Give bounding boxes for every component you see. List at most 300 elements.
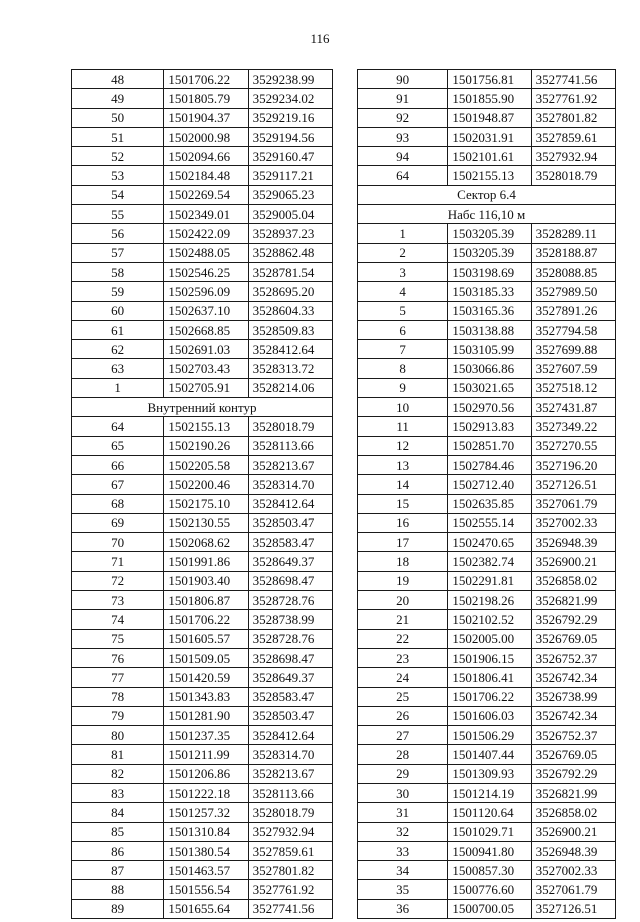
coord-y: 3527932.94 bbox=[248, 822, 332, 841]
coord-y: 3528018.79 bbox=[248, 803, 332, 822]
coord-y: 3526792.29 bbox=[531, 610, 615, 629]
coord-y: 3528583.47 bbox=[248, 533, 332, 552]
coord-y: 3527741.56 bbox=[248, 899, 332, 918]
table-row bbox=[358, 494, 616, 513]
coord-x: 1503021.65 bbox=[448, 378, 531, 397]
point-number: 59 bbox=[72, 282, 164, 301]
point-number: 73 bbox=[72, 591, 164, 610]
point-number: 82 bbox=[72, 764, 164, 783]
coord-x: 1501206.86 bbox=[164, 764, 248, 783]
coord-x: 1502101.61 bbox=[448, 147, 531, 166]
coord-x: 1501706.22 bbox=[448, 687, 531, 706]
table-row bbox=[72, 70, 333, 89]
point-number: 10 bbox=[358, 398, 448, 417]
coord-x: 1501706.22 bbox=[164, 610, 248, 629]
table-row bbox=[72, 610, 333, 629]
table-row bbox=[358, 378, 616, 397]
coord-x: 1500941.80 bbox=[448, 841, 531, 860]
coord-x: 1502851.70 bbox=[448, 436, 531, 455]
coord-x: 1501606.03 bbox=[448, 706, 531, 725]
coord-y: 3529194.56 bbox=[248, 127, 332, 146]
section-header-row bbox=[358, 205, 616, 224]
point-number: 79 bbox=[72, 706, 164, 725]
table-row bbox=[358, 552, 616, 571]
coord-y: 3528937.23 bbox=[248, 224, 332, 243]
coord-y: 3528314.70 bbox=[248, 745, 332, 764]
table-row bbox=[358, 436, 616, 455]
table-row bbox=[358, 108, 616, 127]
point-number: 7 bbox=[358, 340, 448, 359]
point-number: 17 bbox=[358, 533, 448, 552]
coord-x: 1501029.71 bbox=[448, 822, 531, 841]
coord-y: 3526821.99 bbox=[531, 783, 615, 802]
point-number: 57 bbox=[72, 243, 164, 262]
table-row bbox=[72, 166, 333, 185]
table-row bbox=[72, 455, 333, 474]
coord-x: 1501309.93 bbox=[448, 764, 531, 783]
coord-y: 3527932.94 bbox=[531, 147, 615, 166]
coord-x: 1501237.35 bbox=[164, 726, 248, 745]
point-number: 64 bbox=[72, 417, 164, 436]
point-number: 94 bbox=[358, 147, 448, 166]
point-number: 55 bbox=[72, 205, 164, 224]
table-row bbox=[358, 841, 616, 860]
table-row bbox=[72, 185, 333, 204]
table-row bbox=[358, 687, 616, 706]
table-row bbox=[358, 166, 616, 185]
coord-y: 3528213.67 bbox=[248, 764, 332, 783]
coord-y: 3528412.64 bbox=[248, 726, 332, 745]
coord-y: 3528214.06 bbox=[248, 378, 332, 397]
table-row bbox=[72, 127, 333, 146]
table-row bbox=[358, 340, 616, 359]
table-row bbox=[358, 398, 616, 417]
coord-x: 1502635.85 bbox=[448, 494, 531, 513]
table-row bbox=[358, 147, 616, 166]
table-row bbox=[358, 668, 616, 687]
coord-y: 3528088.85 bbox=[531, 262, 615, 281]
coord-x: 1502712.40 bbox=[448, 475, 531, 494]
point-number: 6 bbox=[358, 320, 448, 339]
coord-y: 3527061.79 bbox=[531, 880, 615, 899]
coord-x: 1503066.86 bbox=[448, 359, 531, 378]
point-number: 74 bbox=[72, 610, 164, 629]
coord-x: 1501257.32 bbox=[164, 803, 248, 822]
table-row bbox=[358, 783, 616, 802]
point-number: 32 bbox=[358, 822, 448, 841]
point-number: 8 bbox=[358, 359, 448, 378]
point-number: 69 bbox=[72, 513, 164, 532]
section-header: Внутренний контур bbox=[72, 398, 333, 417]
coord-y: 3526858.02 bbox=[531, 571, 615, 590]
table-row bbox=[72, 841, 333, 860]
coord-x: 1501906.15 bbox=[448, 648, 531, 667]
coord-x: 1502913.83 bbox=[448, 417, 531, 436]
coord-y: 3527126.51 bbox=[531, 475, 615, 494]
coord-y: 3528113.66 bbox=[248, 436, 332, 455]
coord-x: 1502668.85 bbox=[164, 320, 248, 339]
table-row bbox=[72, 591, 333, 610]
coord-x: 1500857.30 bbox=[448, 861, 531, 880]
table-row bbox=[358, 533, 616, 552]
coord-x: 1502784.46 bbox=[448, 455, 531, 474]
table-row bbox=[358, 359, 616, 378]
point-number: 77 bbox=[72, 668, 164, 687]
coord-y: 3527859.61 bbox=[248, 841, 332, 860]
coord-x: 1501281.90 bbox=[164, 706, 248, 725]
coord-x: 1503185.33 bbox=[448, 282, 531, 301]
point-number: 25 bbox=[358, 687, 448, 706]
point-number: 24 bbox=[358, 668, 448, 687]
coord-x: 1502555.14 bbox=[448, 513, 531, 532]
point-number: 85 bbox=[72, 822, 164, 841]
coord-y: 3528289.11 bbox=[531, 224, 615, 243]
coord-y: 3526742.34 bbox=[531, 706, 615, 725]
table-row bbox=[358, 262, 616, 281]
coord-x: 1501756.81 bbox=[448, 70, 531, 89]
point-number: 83 bbox=[72, 783, 164, 802]
coord-x: 1501211.99 bbox=[164, 745, 248, 764]
table-row bbox=[358, 610, 616, 629]
coord-y: 3528503.47 bbox=[248, 706, 332, 725]
coord-x: 1500776.60 bbox=[448, 880, 531, 899]
coord-x: 1502596.09 bbox=[164, 282, 248, 301]
coord-x: 1502269.54 bbox=[164, 185, 248, 204]
table-row bbox=[358, 320, 616, 339]
coord-x: 1501991.86 bbox=[164, 552, 248, 571]
coord-x: 1501420.59 bbox=[164, 668, 248, 687]
point-number: 71 bbox=[72, 552, 164, 571]
coord-y: 3529234.02 bbox=[248, 89, 332, 108]
point-number: 64 bbox=[358, 166, 448, 185]
table-row bbox=[358, 591, 616, 610]
point-number: 80 bbox=[72, 726, 164, 745]
table-row bbox=[358, 899, 616, 918]
coord-x: 1501903.40 bbox=[164, 571, 248, 590]
coord-x: 1503198.69 bbox=[448, 262, 531, 281]
coord-x: 1502005.00 bbox=[448, 629, 531, 648]
table-row bbox=[72, 282, 333, 301]
coord-x: 1501805.79 bbox=[164, 89, 248, 108]
coord-y: 3528698.47 bbox=[248, 571, 332, 590]
coord-x: 1502470.65 bbox=[448, 533, 531, 552]
point-number: 36 bbox=[358, 899, 448, 918]
point-number: 52 bbox=[72, 147, 164, 166]
coord-y: 3528503.47 bbox=[248, 513, 332, 532]
table-row bbox=[72, 629, 333, 648]
table-row bbox=[72, 475, 333, 494]
coord-x: 1502205.58 bbox=[164, 455, 248, 474]
point-number: 33 bbox=[358, 841, 448, 860]
coord-x: 1502184.48 bbox=[164, 166, 248, 185]
coord-x: 1502691.03 bbox=[164, 340, 248, 359]
table-row bbox=[358, 417, 616, 436]
table-row bbox=[72, 668, 333, 687]
point-number: 53 bbox=[72, 166, 164, 185]
coord-y: 3527002.33 bbox=[531, 861, 615, 880]
coord-y: 3526948.39 bbox=[531, 841, 615, 860]
coord-y: 3528018.79 bbox=[531, 166, 615, 185]
coord-y: 3528695.20 bbox=[248, 282, 332, 301]
table-row bbox=[72, 108, 333, 127]
coord-y: 3528728.76 bbox=[248, 591, 332, 610]
table-row bbox=[72, 243, 333, 262]
table-row bbox=[72, 494, 333, 513]
table-row bbox=[72, 378, 333, 397]
coord-y: 3526900.21 bbox=[531, 552, 615, 571]
coord-y: 3527270.55 bbox=[531, 436, 615, 455]
coord-y: 3528313.72 bbox=[248, 359, 332, 378]
point-number: 18 bbox=[358, 552, 448, 571]
table-row bbox=[72, 417, 333, 436]
table-row bbox=[72, 436, 333, 455]
table-row bbox=[72, 803, 333, 822]
coord-y: 3526752.37 bbox=[531, 648, 615, 667]
coord-y: 3528649.37 bbox=[248, 552, 332, 571]
coord-y: 3527801.82 bbox=[531, 108, 615, 127]
coord-x: 1502031.91 bbox=[448, 127, 531, 146]
point-number: 78 bbox=[72, 687, 164, 706]
table-row bbox=[358, 648, 616, 667]
coord-x: 1502546.25 bbox=[164, 262, 248, 281]
point-number: 2 bbox=[358, 243, 448, 262]
coordinates-table-right bbox=[357, 69, 616, 919]
section-header-row bbox=[358, 185, 616, 204]
table-row bbox=[358, 706, 616, 725]
coord-x: 1501855.90 bbox=[448, 89, 531, 108]
table-row bbox=[72, 301, 333, 320]
coord-y: 3526769.05 bbox=[531, 745, 615, 764]
point-number: 12 bbox=[358, 436, 448, 455]
point-number: 1 bbox=[72, 378, 164, 397]
table-row bbox=[72, 147, 333, 166]
coord-y: 3528018.79 bbox=[248, 417, 332, 436]
coord-x: 1502102.52 bbox=[448, 610, 531, 629]
coord-x: 1501706.22 bbox=[164, 70, 248, 89]
coord-y: 3527607.59 bbox=[531, 359, 615, 378]
coord-y: 3527761.92 bbox=[248, 880, 332, 899]
coord-x: 1502488.05 bbox=[164, 243, 248, 262]
coord-y: 3526742.34 bbox=[531, 668, 615, 687]
point-number: 88 bbox=[72, 880, 164, 899]
coord-x: 1502155.13 bbox=[448, 166, 531, 185]
coord-x: 1501380.54 bbox=[164, 841, 248, 860]
coord-y: 3527794.58 bbox=[531, 320, 615, 339]
coord-y: 3529065.23 bbox=[248, 185, 332, 204]
coord-x: 1501806.87 bbox=[164, 591, 248, 610]
coord-x: 1502000.98 bbox=[164, 127, 248, 146]
coord-y: 3527989.50 bbox=[531, 282, 615, 301]
coord-x: 1501556.54 bbox=[164, 880, 248, 899]
point-number: 29 bbox=[358, 764, 448, 783]
point-number: 14 bbox=[358, 475, 448, 494]
table-row bbox=[72, 880, 333, 899]
coord-y: 3527196.20 bbox=[531, 455, 615, 474]
table-row bbox=[72, 571, 333, 590]
point-number: 30 bbox=[358, 783, 448, 802]
coord-x: 1502094.66 bbox=[164, 147, 248, 166]
point-number: 19 bbox=[358, 571, 448, 590]
coord-x: 1501222.18 bbox=[164, 783, 248, 802]
coord-x: 1502291.81 bbox=[448, 571, 531, 590]
table-row bbox=[358, 89, 616, 108]
table-row bbox=[72, 783, 333, 802]
coord-y: 3528728.76 bbox=[248, 629, 332, 648]
point-number: 68 bbox=[72, 494, 164, 513]
table-row bbox=[358, 513, 616, 532]
coord-y: 3528412.64 bbox=[248, 340, 332, 359]
table-row bbox=[72, 340, 333, 359]
coord-x: 1500700.05 bbox=[448, 899, 531, 918]
coord-y: 3529160.47 bbox=[248, 147, 332, 166]
table-row bbox=[72, 224, 333, 243]
coord-x: 1503105.99 bbox=[448, 340, 531, 359]
section-header-row bbox=[72, 398, 333, 417]
coord-x: 1501343.83 bbox=[164, 687, 248, 706]
point-number: 87 bbox=[72, 861, 164, 880]
coord-x: 1501506.29 bbox=[448, 726, 531, 745]
table-row bbox=[358, 282, 616, 301]
point-number: 61 bbox=[72, 320, 164, 339]
table-row bbox=[358, 301, 616, 320]
coord-x: 1501509.05 bbox=[164, 648, 248, 667]
table-row bbox=[358, 571, 616, 590]
coord-y: 3528698.47 bbox=[248, 648, 332, 667]
table-row bbox=[358, 629, 616, 648]
table-row bbox=[358, 822, 616, 841]
table-row bbox=[72, 648, 333, 667]
point-number: 84 bbox=[72, 803, 164, 822]
table-row bbox=[358, 70, 616, 89]
coord-y: 3527002.33 bbox=[531, 513, 615, 532]
point-number: 11 bbox=[358, 417, 448, 436]
coord-y: 3529117.21 bbox=[248, 166, 332, 185]
coord-x: 1501407.44 bbox=[448, 745, 531, 764]
point-number: 60 bbox=[72, 301, 164, 320]
coord-y: 3528412.64 bbox=[248, 494, 332, 513]
point-number: 28 bbox=[358, 745, 448, 764]
point-number: 93 bbox=[358, 127, 448, 146]
coord-x: 1502200.46 bbox=[164, 475, 248, 494]
table-row bbox=[72, 861, 333, 880]
point-number: 72 bbox=[72, 571, 164, 590]
coord-x: 1502382.74 bbox=[448, 552, 531, 571]
point-number: 89 bbox=[72, 899, 164, 918]
table-row bbox=[72, 822, 333, 841]
point-number: 90 bbox=[358, 70, 448, 89]
coord-x: 1502190.26 bbox=[164, 436, 248, 455]
table-row bbox=[358, 745, 616, 764]
point-number: 51 bbox=[72, 127, 164, 146]
point-number: 16 bbox=[358, 513, 448, 532]
coord-y: 3526769.05 bbox=[531, 629, 615, 648]
table-row bbox=[358, 861, 616, 880]
point-number: 86 bbox=[72, 841, 164, 860]
point-number: 67 bbox=[72, 475, 164, 494]
coord-y: 3527518.12 bbox=[531, 378, 615, 397]
point-number: 13 bbox=[358, 455, 448, 474]
point-number: 65 bbox=[72, 436, 164, 455]
table-row bbox=[72, 745, 333, 764]
coord-x: 1502068.62 bbox=[164, 533, 248, 552]
coord-x: 1502703.43 bbox=[164, 359, 248, 378]
table-row bbox=[72, 552, 333, 571]
point-number: 91 bbox=[358, 89, 448, 108]
coord-y: 3528314.70 bbox=[248, 475, 332, 494]
point-number: 1 bbox=[358, 224, 448, 243]
table-row bbox=[72, 687, 333, 706]
point-number: 81 bbox=[72, 745, 164, 764]
point-number: 3 bbox=[358, 262, 448, 281]
table-row bbox=[72, 205, 333, 224]
coord-x: 1501310.84 bbox=[164, 822, 248, 841]
point-number: 26 bbox=[358, 706, 448, 725]
point-number: 66 bbox=[72, 455, 164, 474]
coord-x: 1502130.55 bbox=[164, 513, 248, 532]
coord-x: 1502637.10 bbox=[164, 301, 248, 320]
coord-y: 3526821.99 bbox=[531, 591, 615, 610]
point-number: 4 bbox=[358, 282, 448, 301]
point-number: 35 bbox=[358, 880, 448, 899]
coord-y: 3527801.82 bbox=[248, 861, 332, 880]
coord-y: 3528862.48 bbox=[248, 243, 332, 262]
point-number: 50 bbox=[72, 108, 164, 127]
coord-x: 1501655.64 bbox=[164, 899, 248, 918]
point-number: 15 bbox=[358, 494, 448, 513]
coord-x: 1502175.10 bbox=[164, 494, 248, 513]
point-number: 54 bbox=[72, 185, 164, 204]
coord-y: 3528113.66 bbox=[248, 783, 332, 802]
table-row bbox=[72, 899, 333, 918]
table-row bbox=[72, 513, 333, 532]
coord-y: 3528509.83 bbox=[248, 320, 332, 339]
point-number: 76 bbox=[72, 648, 164, 667]
coord-y: 3529005.04 bbox=[248, 205, 332, 224]
point-number: 58 bbox=[72, 262, 164, 281]
coord-x: 1501806.41 bbox=[448, 668, 531, 687]
coord-y: 3526858.02 bbox=[531, 803, 615, 822]
coord-y: 3528604.33 bbox=[248, 301, 332, 320]
table-row bbox=[72, 320, 333, 339]
table-row bbox=[358, 127, 616, 146]
coord-y: 3527061.79 bbox=[531, 494, 615, 513]
table-row bbox=[358, 475, 616, 494]
coord-y: 3527699.88 bbox=[531, 340, 615, 359]
table-row bbox=[358, 880, 616, 899]
coord-x: 1501120.64 bbox=[448, 803, 531, 822]
coord-y: 3526792.29 bbox=[531, 764, 615, 783]
coord-x: 1502349.01 bbox=[164, 205, 248, 224]
coord-y: 3527431.87 bbox=[531, 398, 615, 417]
coord-x: 1502198.26 bbox=[448, 591, 531, 610]
coord-x: 1502155.13 bbox=[164, 417, 248, 436]
coord-x: 1501904.37 bbox=[164, 108, 248, 127]
coord-x: 1501214.19 bbox=[448, 783, 531, 802]
coordinates-table-left bbox=[71, 69, 333, 919]
point-number: 75 bbox=[72, 629, 164, 648]
coord-x: 1503165.36 bbox=[448, 301, 531, 320]
coord-y: 3527891.26 bbox=[531, 301, 615, 320]
page-number: 116 bbox=[310, 31, 330, 46]
section-header: Сектор 6.4 bbox=[358, 185, 616, 204]
table-row bbox=[72, 726, 333, 745]
coord-y: 3526900.21 bbox=[531, 822, 615, 841]
point-number: 92 bbox=[358, 108, 448, 127]
coord-y: 3527761.92 bbox=[531, 89, 615, 108]
coord-y: 3528649.37 bbox=[248, 668, 332, 687]
table-row bbox=[358, 726, 616, 745]
table-row bbox=[72, 359, 333, 378]
